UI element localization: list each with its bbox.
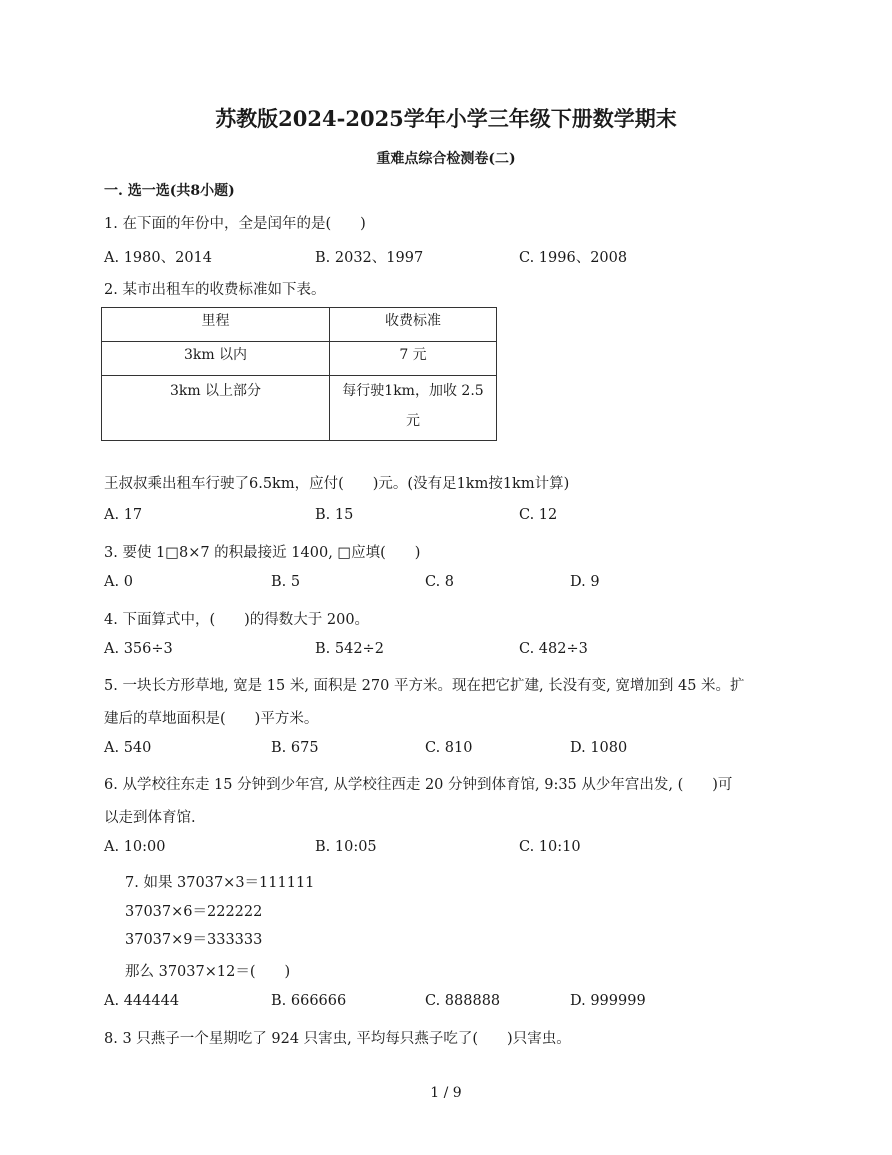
table-row [102,342,497,376]
question-7-line-4: 那么 37037×12＝( ) [125,964,291,980]
question-6-line-1: 6. 从学校往东走 15 分钟到少年宫, 从学校往西走 20 分钟到体育馆, 9:35 从少年宫出发, ( )可 [104,777,733,793]
question-4: 4. 下面算式中，( )的得数大于 200。 [104,612,370,628]
table-cell-line: 元 [406,413,420,429]
table-header-row [102,308,497,342]
q2-option-c: C. 12 [519,507,558,523]
page-number: 1 / 9 [430,1085,462,1101]
question-2: 2. 某市出租车的收费标准如下表。 [104,282,326,298]
page-title: 苏教版2024-2025学年小学三年级下册数学期末 [215,106,677,131]
q2-option-b: B. 15 [315,507,354,523]
q7-option-c: C. 888888 [425,993,501,1009]
q1-option-b: B. 2032、1997 [315,250,424,266]
q3-option-c: C. 8 [425,574,455,590]
q5-option-c: C. 810 [425,740,473,756]
q3-option-b: B. 5 [271,574,301,590]
q4-option-c: C. 482÷3 [519,641,588,657]
question-7-line-3: 37037×9＝333333 [125,932,263,948]
q3-option-a: A. 0 [104,574,133,590]
q7-option-b: B. 666666 [271,993,347,1009]
question-6-line-2: 以走到体育馆. [104,810,196,826]
q1-option-a: A. 1980、2014 [104,250,212,266]
q3-option-d: D. 9 [570,574,600,590]
table-cell-line: 每行驶1km，加收 2.5 [342,383,484,399]
q6-option-b: B. 10:05 [315,839,377,855]
question-5-line-1: 5. 一块长方形草地, 宽是 15 米, 面积是 270 平方米。现在把它扩建, 长没有变, 宽增加到 45 米。扩 [104,678,745,694]
q1-option-c: C. 1996、2008 [519,250,628,266]
q5-option-d: D. 1080 [570,740,628,756]
table-cell: 3km 以上部分 [102,376,330,441]
q6-option-c: C. 10:10 [519,839,581,855]
q4-option-b: B. 542÷2 [315,641,384,657]
table-header-distance: 里程 [102,308,330,342]
question-7-line-2: 37037×6＝222222 [125,904,263,920]
fee-table [101,307,497,441]
page-subtitle: 重难点综合检测卷(二) [376,151,516,167]
question-3: 3. 要使 1□8×7 的积最接近 1400, □应填( ) [104,545,421,561]
q5-option-b: B. 675 [271,740,319,756]
q7-option-d: D. 999999 [570,993,646,1009]
question-8: 8. 3 只燕子一个星期吃了 924 只害虫, 平均每只燕子吃了( )只害虫。 [104,1031,571,1047]
table-cell [330,376,497,441]
q4-option-a: A. 356÷3 [104,641,173,657]
section-heading: 一. 选一选(共8小题) [104,183,235,199]
table-cell: 3km 以内 [102,342,330,376]
q7-option-a: A. 444444 [104,993,180,1009]
question-2-followup: 王叔叔乘出租车行驶了6.5km，应付( )元。(没有足1km按1km计算) [104,476,570,492]
question-7-line-1: 7. 如果 37037×3＝111111 [125,875,315,891]
table-header-fee: 收费标准 [330,308,497,342]
question-5-line-2: 建后的草地面积是( )平方米。 [104,711,319,727]
table-cell: 7 元 [330,342,497,376]
table-row [102,376,497,441]
q5-option-a: A. 540 [104,740,152,756]
q2-option-a: A. 17 [104,507,143,523]
q6-option-a: A. 10:00 [104,839,166,855]
question-1: 1. 在下面的年份中，全是闰年的是( ) [104,216,366,232]
